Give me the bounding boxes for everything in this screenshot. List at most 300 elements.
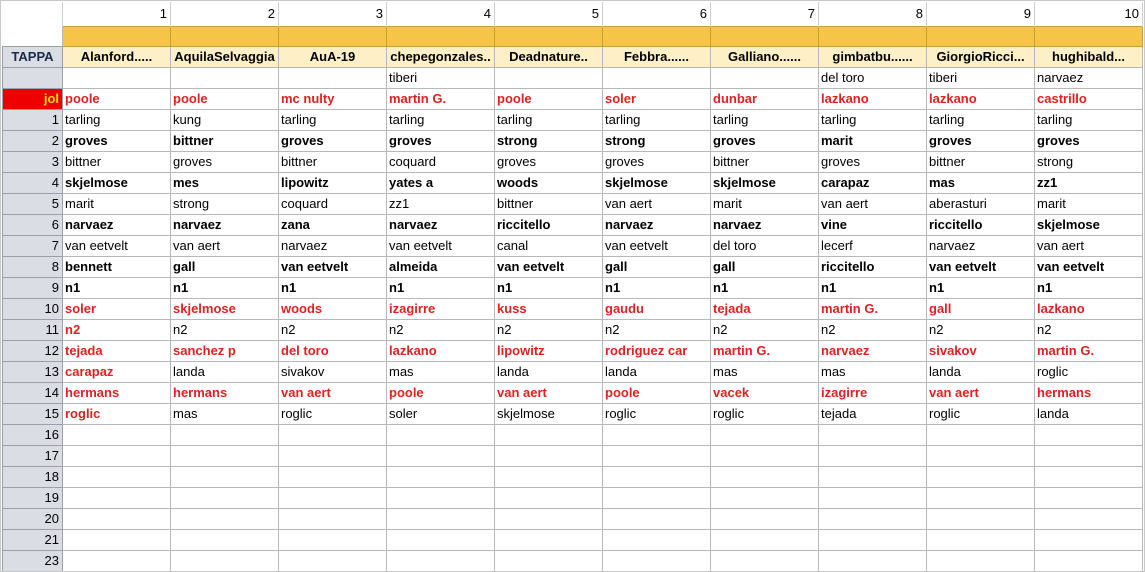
cell[interactable]: tarling [819,110,927,131]
row-header: 9 [3,278,63,299]
cell[interactable]: n2 [63,320,171,341]
cell[interactable]: tarling [63,110,171,131]
jolly-cell[interactable]: poole [495,89,603,110]
cell[interactable]: zz1 [1035,173,1143,194]
jolly-cell[interactable]: poole [171,89,279,110]
cell[interactable] [927,467,1035,488]
cell[interactable]: skjelmose [1035,215,1143,236]
cell[interactable] [171,467,279,488]
jolly-cell[interactable]: soler [603,89,711,110]
cell[interactable]: n2 [711,320,819,341]
cell[interactable]: n1 [819,278,927,299]
cell[interactable] [387,488,495,509]
cell[interactable]: narvaez [603,215,711,236]
cell[interactable] [63,509,171,530]
player-header[interactable]: Deadnature.. [495,47,603,68]
cell[interactable] [1035,425,1143,446]
cell[interactable]: n2 [819,320,927,341]
row-header: 15 [3,404,63,425]
cell[interactable]: mas [927,173,1035,194]
cell[interactable]: canal [495,236,603,257]
column-number: 6 [603,2,711,27]
cell[interactable] [603,425,711,446]
cell[interactable]: narvaez [171,215,279,236]
cell[interactable]: carapaz [819,173,927,194]
cell[interactable] [603,551,711,572]
cell[interactable] [927,488,1035,509]
cell[interactable]: skjelmose [603,173,711,194]
cell[interactable] [819,488,927,509]
cell[interactable] [171,446,279,467]
column-number: 4 [387,2,495,27]
cell[interactable]: izagirre [387,299,495,320]
cell[interactable] [819,530,927,551]
cell[interactable] [387,509,495,530]
stage-row [3,215,1143,236]
cell[interactable]: lazkano [387,341,495,362]
cell[interactable]: van eetvelt [279,257,387,278]
cell[interactable] [171,488,279,509]
cell[interactable]: bittner [927,152,1035,173]
cell[interactable] [1035,446,1143,467]
cell[interactable] [387,425,495,446]
cell[interactable] [63,530,171,551]
gold-band-row [3,27,1143,47]
cell[interactable]: n2 [387,320,495,341]
cell[interactable]: groves [387,131,495,152]
cell[interactable] [279,509,387,530]
cell[interactable]: bittner [495,194,603,215]
cell[interactable]: narvaez [711,215,819,236]
cell[interactable]: tarling [603,110,711,131]
cell[interactable]: martin G. [711,341,819,362]
cell[interactable] [63,488,171,509]
extra-row [3,68,1143,89]
row-header: 8 [3,257,63,278]
cell[interactable]: bittner [63,152,171,173]
cell[interactable] [711,509,819,530]
cell[interactable]: martin G. [819,299,927,320]
cell[interactable]: marit [819,131,927,152]
stage-row [3,467,1143,488]
cell[interactable]: sivakov [279,362,387,383]
cell[interactable]: roglic [603,404,711,425]
cell[interactable] [279,551,387,572]
cell[interactable]: del toro [279,341,387,362]
cell[interactable]: martin G. [1035,341,1143,362]
cell[interactable]: landa [927,362,1035,383]
cell[interactable] [927,446,1035,467]
cell[interactable]: almeida [387,257,495,278]
stage-row [3,551,1143,572]
stage-row [3,530,1143,551]
cell[interactable] [603,530,711,551]
cell[interactable] [387,530,495,551]
cell[interactable] [279,467,387,488]
cell[interactable]: van eetvelt [63,236,171,257]
cell[interactable] [171,551,279,572]
cell[interactable]: kuss [495,299,603,320]
cell[interactable]: n1 [711,278,819,299]
jolly-cell[interactable]: castrillo [1035,89,1143,110]
cell[interactable]: riccitello [819,257,927,278]
cell[interactable] [819,467,927,488]
row-header: 23 [3,551,63,572]
cell[interactable]: izagirre [819,383,927,404]
cell[interactable]: groves [711,131,819,152]
cell[interactable]: poole [387,383,495,404]
player-header[interactable]: GiorgioRicci... [927,47,1035,68]
jolly-cell[interactable]: lazkano [927,89,1035,110]
stage-row [3,383,1143,404]
cell[interactable]: tarling [495,110,603,131]
cell[interactable] [495,68,603,89]
cell[interactable]: n1 [387,278,495,299]
jolly-cell[interactable]: dunbar [711,89,819,110]
cell[interactable]: van eetvelt [603,236,711,257]
stage-row [3,509,1143,530]
cell[interactable]: woods [495,173,603,194]
cell[interactable]: strong [495,131,603,152]
cell[interactable] [1035,551,1143,572]
stage-row [3,341,1143,362]
cell[interactable]: zana [279,215,387,236]
gold-band-cell[interactable] [711,27,819,47]
jolly-cell[interactable]: lazkano [819,89,927,110]
cell[interactable]: hermans [63,383,171,404]
cell[interactable]: soler [63,299,171,320]
gold-band-cell[interactable] [927,27,1035,47]
cell[interactable]: gall [603,257,711,278]
cell[interactable]: n1 [1035,278,1143,299]
row-header: 11 [3,320,63,341]
player-header[interactable]: AquilaSelvaggia [171,47,279,68]
player-header[interactable]: Alanford..... [63,47,171,68]
cell[interactable]: tarling [279,110,387,131]
cell[interactable] [495,551,603,572]
cell[interactable]: coquard [279,194,387,215]
cell[interactable] [1035,467,1143,488]
gold-band-cell[interactable] [171,27,279,47]
cell[interactable] [819,425,927,446]
cell[interactable] [1035,488,1143,509]
cell[interactable]: vine [819,215,927,236]
cell[interactable]: groves [819,152,927,173]
row-header: 5 [3,194,63,215]
cell[interactable]: marit [63,194,171,215]
cell[interactable]: groves [927,131,1035,152]
cell[interactable] [279,425,387,446]
cell[interactable] [495,467,603,488]
column-number-row [3,2,1143,27]
cell[interactable]: yates a [387,173,495,194]
cell[interactable] [711,68,819,89]
cell[interactable] [495,488,603,509]
cell[interactable]: tejada [819,404,927,425]
cell[interactable]: strong [603,131,711,152]
row-header: 7 [3,236,63,257]
cell[interactable]: bittner [279,152,387,173]
cell[interactable]: tarling [1035,110,1143,131]
cell[interactable] [927,425,1035,446]
cell[interactable]: narvaez [279,236,387,257]
cell[interactable]: vacek [711,383,819,404]
cell[interactable]: groves [171,152,279,173]
stage-row [3,278,1143,299]
cell[interactable]: hermans [171,383,279,404]
cell[interactable]: narvaez [927,236,1035,257]
gold-band-cell[interactable] [279,27,387,47]
player-header[interactable]: hughibald... [1035,47,1143,68]
row-header: 19 [3,488,63,509]
cell[interactable]: del toro [711,236,819,257]
cell[interactable]: roglic [63,404,171,425]
cell[interactable] [819,446,927,467]
cell[interactable]: n1 [63,278,171,299]
cell[interactable]: gall [171,257,279,278]
cell[interactable]: van eetvelt [927,257,1035,278]
cell[interactable]: groves [1035,131,1143,152]
cell[interactable]: kung [171,110,279,131]
cell[interactable]: n1 [279,278,387,299]
cell[interactable]: skjelmose [711,173,819,194]
cell[interactable] [63,68,171,89]
cell[interactable]: n1 [603,278,711,299]
cell[interactable]: van aert [1035,236,1143,257]
row-header [3,68,63,89]
row-header: 12 [3,341,63,362]
cell[interactable] [495,530,603,551]
cell[interactable]: groves [495,152,603,173]
cell[interactable] [171,68,279,89]
cell[interactable]: del toro [819,68,927,89]
gold-band-cell[interactable] [495,27,603,47]
cell[interactable]: marit [1035,194,1143,215]
cell[interactable]: narvaez [819,341,927,362]
cell[interactable]: mas [819,362,927,383]
stage-row [3,131,1143,152]
cell[interactable]: van aert [819,194,927,215]
cell[interactable]: n2 [603,320,711,341]
cell[interactable] [1035,509,1143,530]
cell[interactable] [279,530,387,551]
gold-band-cell[interactable] [1035,27,1143,47]
cell[interactable]: n2 [927,320,1035,341]
cell[interactable]: n2 [171,320,279,341]
cell[interactable]: carapaz [63,362,171,383]
cell[interactable] [711,551,819,572]
cell[interactable]: lipowitz [279,173,387,194]
cell[interactable]: tejada [711,299,819,320]
stage-row [3,362,1143,383]
player-header[interactable]: Galliano...... [711,47,819,68]
stage-row [3,173,1143,194]
cell[interactable]: van eetvelt [387,236,495,257]
jolly-cell[interactable]: martin G. [387,89,495,110]
cell[interactable]: n1 [927,278,1035,299]
cell[interactable] [1035,530,1143,551]
cell[interactable]: mes [171,173,279,194]
cell[interactable]: poole [603,383,711,404]
cell[interactable] [63,425,171,446]
cell[interactable] [63,446,171,467]
cell[interactable]: mas [387,362,495,383]
jolly-cell[interactable]: mc nulty [279,89,387,110]
cell[interactable] [387,551,495,572]
player-header[interactable]: gimbatbu...... [819,47,927,68]
cell[interactable]: groves [603,152,711,173]
cell[interactable]: gaudu [603,299,711,320]
cell[interactable]: tarling [387,110,495,131]
stage-row [3,299,1143,320]
cell[interactable]: marit [711,194,819,215]
cell[interactable]: mas [171,404,279,425]
cell[interactable]: van eetvelt [495,257,603,278]
gold-band-cell[interactable] [819,27,927,47]
cell[interactable]: groves [63,131,171,152]
stage-row [3,110,1143,131]
jolly-row [3,89,1143,110]
cell[interactable]: roglic [1035,362,1143,383]
cell[interactable]: van aert [171,236,279,257]
column-number: 7 [711,2,819,27]
cell[interactable]: van aert [495,383,603,404]
cell[interactable] [711,488,819,509]
player-header[interactable]: chepegonzales.. [387,47,495,68]
cell[interactable]: rodriguez car [603,341,711,362]
cell[interactable]: riccitello [495,215,603,236]
cell[interactable] [603,446,711,467]
cell[interactable]: landa [1035,404,1143,425]
cell[interactable]: aberasturi [927,194,1035,215]
cell[interactable]: tejada [63,341,171,362]
cell[interactable]: gall [927,299,1035,320]
cell[interactable]: groves [279,131,387,152]
cell[interactable]: hermans [1035,383,1143,404]
gold-band-cell[interactable] [387,27,495,47]
cell[interactable]: roglic [927,404,1035,425]
cell[interactable]: lipowitz [495,341,603,362]
cell[interactable]: roglic [279,404,387,425]
row-header: 17 [3,446,63,467]
cell[interactable] [495,509,603,530]
cell[interactable]: n2 [495,320,603,341]
cell[interactable]: van aert [279,383,387,404]
cell[interactable] [387,467,495,488]
cell[interactable]: skjelmose [171,299,279,320]
cell[interactable] [603,509,711,530]
cell[interactable]: n1 [171,278,279,299]
cell[interactable] [171,425,279,446]
cell[interactable] [63,467,171,488]
cell[interactable]: woods [279,299,387,320]
cell[interactable]: zz1 [387,194,495,215]
cell[interactable] [495,425,603,446]
cell[interactable] [171,509,279,530]
stage-row [3,425,1143,446]
player-header[interactable]: AuA-19 [279,47,387,68]
cell[interactable] [927,509,1035,530]
cell[interactable] [603,488,711,509]
cell[interactable] [711,425,819,446]
cell[interactable] [603,68,711,89]
stage-row [3,194,1143,215]
cell[interactable]: sivakov [927,341,1035,362]
cell[interactable]: van eetvelt [1035,257,1143,278]
cell[interactable] [927,530,1035,551]
cell[interactable]: gall [711,257,819,278]
cell[interactable]: soler [387,404,495,425]
cell[interactable]: bennett [63,257,171,278]
row-header: 16 [3,425,63,446]
cell[interactable] [279,488,387,509]
cell[interactable]: van aert [603,194,711,215]
cell[interactable]: tarling [927,110,1035,131]
cell[interactable]: tarling [711,110,819,131]
gold-band-cell[interactable] [63,27,171,47]
cell[interactable]: bittner [711,152,819,173]
cell[interactable]: strong [1035,152,1143,173]
spreadsheet-grid [2,2,1143,572]
cell[interactable] [927,551,1035,572]
cell[interactable]: strong [171,194,279,215]
cell[interactable]: bittner [171,131,279,152]
column-number: 10 [1035,2,1143,27]
cell[interactable]: coquard [387,152,495,173]
cell[interactable] [819,509,927,530]
cell[interactable]: roglic [711,404,819,425]
cell[interactable]: n2 [1035,320,1143,341]
player-header[interactable]: Febbra...... [603,47,711,68]
cell[interactable]: lecerf [819,236,927,257]
cell[interactable] [711,530,819,551]
cell[interactable]: van aert [927,383,1035,404]
gold-band-cell[interactable] [603,27,711,47]
cell[interactable] [279,446,387,467]
cell[interactable]: landa [171,362,279,383]
stage-row [3,488,1143,509]
cell[interactable] [279,68,387,89]
cell[interactable]: landa [495,362,603,383]
cell[interactable] [387,446,495,467]
row-header: 2 [3,131,63,152]
cell[interactable]: riccitello [927,215,1035,236]
jolly-cell[interactable]: poole [63,89,171,110]
cell[interactable]: n1 [495,278,603,299]
cell[interactable] [63,551,171,572]
cell[interactable]: skjelmose [63,173,171,194]
cell[interactable] [603,467,711,488]
cell[interactable]: skjelmose [495,404,603,425]
cell[interactable] [171,530,279,551]
cell[interactable]: lazkano [1035,299,1143,320]
cell[interactable] [819,551,927,572]
jolly-row-header: jol [3,89,63,110]
cell[interactable] [711,446,819,467]
cell[interactable] [495,446,603,467]
cell[interactable]: tiberi [927,68,1035,89]
cell[interactable]: narvaez [387,215,495,236]
cell[interactable]: mas [711,362,819,383]
cell[interactable]: n2 [279,320,387,341]
stage-row [3,320,1143,341]
cell[interactable]: tiberi [387,68,495,89]
cell[interactable]: landa [603,362,711,383]
cell[interactable]: narvaez [63,215,171,236]
cell[interactable]: sanchez p [171,341,279,362]
cell[interactable]: narvaez [1035,68,1143,89]
cell[interactable] [711,467,819,488]
